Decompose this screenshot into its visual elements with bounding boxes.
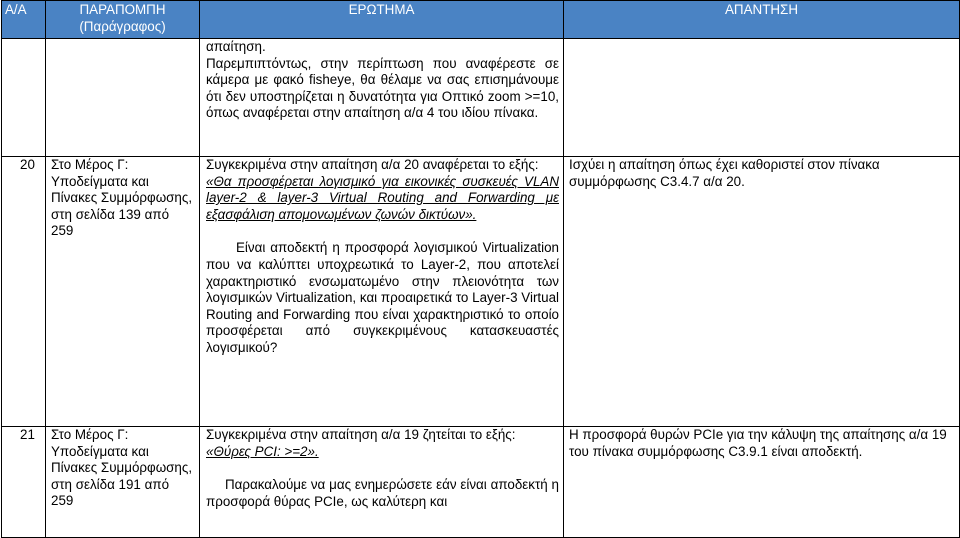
cell-aa: 20 xyxy=(2,157,46,427)
question-paragraph: Παρακαλούμε να μας ενημερώσετε εάν είναι αποδεκτή η προσφορά θύρας PCIe, ως καλύτερη και xyxy=(206,477,559,509)
cell-answer: Η προσφορά θυρών PCIe για την κάλυψη της απαίτησης α/α 19 του πίνακα συμμόρφωσης C3.9.1 είναι αποδεκτή. xyxy=(564,427,960,538)
cell-question xyxy=(200,157,564,427)
table-row xyxy=(2,39,960,157)
header-answer: ΑΠΑΝΤΗΣΗ xyxy=(564,1,960,39)
table-row xyxy=(2,427,960,538)
cell-reference: Στο Μέρος Γ: Υποδείγματα και Πίνακες Συμμόρφωσης, στη σελίδα 139 από 259 xyxy=(46,157,200,427)
cell-aa: 21 xyxy=(2,427,46,538)
header-reference-line1: ΠΑΡΑΠΟΜΠΗ xyxy=(79,2,166,17)
header-question: ΕΡΩΤΗΜΑ xyxy=(200,1,564,39)
question-quote: «Θύρες PCI: >=2». xyxy=(206,443,319,459)
cell-answer xyxy=(564,39,960,157)
cell-question xyxy=(200,427,564,538)
cell-aa xyxy=(2,39,46,157)
question-paragraph: Συγκεκριμένα στην απαίτηση α/α 19 ζητείται το εξής: xyxy=(206,427,516,442)
question-paragraph: Είναι αποδεκτή η προσφορά λογισμικού Virtualization που να καλύπτει υποχρεωτικά το Layer-2, που αποτελεί χαρακτηριστικό ενσωματωμένο στην πλειονότητα των λογισμικών Virtualization, και προαιρετικά το Layer-3 Virtual Routing and Forwarding που είναι χαρακτηριστικό το οποίο προσφέρεται από συγκεκριμένους κατασκευαστές λογισμικού? xyxy=(206,240,559,355)
question-paragraph: Παρεμπιπτόντως, στην περίπτωση που αναφέρεστε σε κάμερα με φακό fisheye, θα θέλαμε να σας επισημάνουμε ότι δεν υποστηρίζεται η δυνατότητα για Οπτικό zoom >=10, όπως αναφέρεται στην απαίτηση α/α 4 του ιδίου πίνακα. xyxy=(206,55,559,121)
cell-reference: Στο Μέρος Γ: Υποδείγματα και Πίνακες Συμμόρφωσης, στη σελίδα 191 από 259 xyxy=(46,427,200,538)
header-reference-line2: (Παράγραφος) xyxy=(79,18,166,34)
cell-question xyxy=(200,39,564,157)
clarifications-table xyxy=(1,0,960,538)
header-reference xyxy=(46,1,200,39)
question-quote: «Θα προσφέρεται λογισμικό για εικονικές συσκευές VLAN layer-2 & layer-3 Virtual Routing and Forwarding με εξασφάλιση απομονωμένων ζωνών δικτύων». xyxy=(206,173,559,222)
question-paragraph: απαίτηση. xyxy=(206,39,266,54)
table-header-row xyxy=(2,1,960,39)
cell-reference xyxy=(46,39,200,157)
question-paragraph: Συγκεκριμένα στην απαίτηση α/α 20 αναφέρεται το εξής: xyxy=(206,157,539,172)
cell-answer: Ισχύει η απαίτηση όπως έχει καθοριστεί στον πίνακα συμμόρφωσης C3.4.7 α/α 20. xyxy=(564,157,960,427)
table-row xyxy=(2,157,960,427)
header-aa: Α/Α xyxy=(2,1,46,39)
